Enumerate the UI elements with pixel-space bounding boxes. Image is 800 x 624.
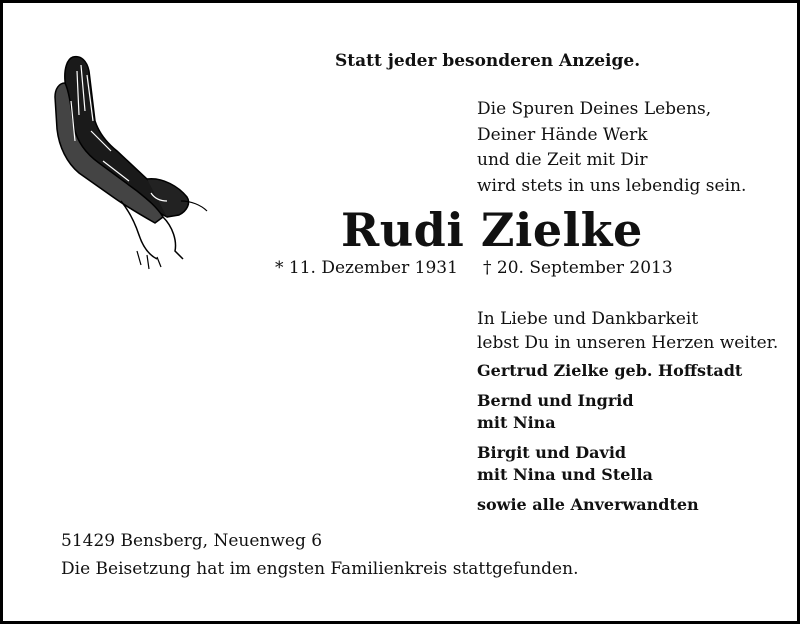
mourner-line: Bernd und Ingrid [477, 391, 634, 410]
deceased-name: Rudi Zielke [341, 203, 643, 257]
tribute [477, 307, 778, 355]
header-line: Statt jeder besonderen Anzeige. [335, 51, 641, 71]
mourner-group [477, 360, 742, 382]
mourner-group [477, 390, 742, 434]
mourner-line: mit Nina [477, 413, 556, 432]
tribute-line: In Liebe und Dankbarkeit [477, 309, 699, 329]
tribute-line: lebst Du in unseren Herzen weiter. [477, 333, 779, 353]
poem-line: Die Spuren Deines Lebens, [477, 99, 712, 119]
funeral-notice: Die Beisetzung hat im engsten Familienkreis stattgefunden. [61, 559, 579, 579]
mourner-line: sowie alle Anverwandten [477, 495, 699, 514]
poem-line: Deiner Hände Werk [477, 124, 648, 145]
mourner-group [477, 494, 742, 516]
poem-line: und die Zeit mit Dir [477, 150, 648, 170]
mourner-line: Birgit und David [477, 443, 627, 462]
birth-date: * 11. Dezember 1931 [275, 258, 458, 278]
praying-hands-icon [51, 51, 211, 271]
address: 51429 Bensberg, Neuenweg 6 [61, 531, 323, 551]
mourner-line: Gertrud Zielke geb. Hoffstadt [477, 361, 743, 380]
mourner-line: mit Nina und Stella [477, 465, 653, 484]
mourners-list [477, 360, 742, 524]
poem [477, 97, 746, 199]
poem-line: wird stets in uns lebendig sein. [477, 175, 747, 196]
mourner-group [477, 442, 742, 486]
death-date: † 20. September 2013 [483, 258, 673, 278]
